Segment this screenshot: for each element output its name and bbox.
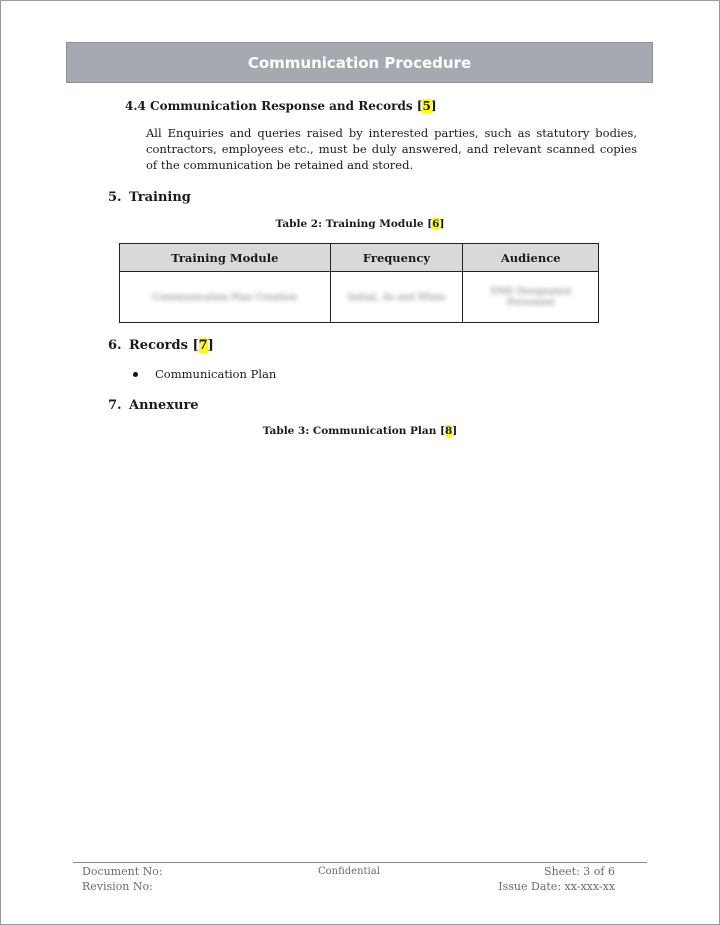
training-table [119, 243, 599, 323]
table-cell: Communication Plan Creation [120, 272, 331, 323]
bullet-icon [133, 372, 138, 377]
page-title: Communication Procedure [247, 53, 472, 72]
reference-marker: 6 [432, 218, 440, 230]
column-header: Audience [463, 244, 599, 272]
footer-revision-no: Revision No: [82, 880, 153, 893]
footer-document-no: Document No: [82, 865, 163, 878]
body-paragraph: All Enquiries and queries raised by interested parties, such as statutory bodies, contractors, employees etc., must be duly answered, and relevant scanned copies of the communication be retained and stored. [146, 126, 637, 172]
list-item: Communication Plan [132, 367, 276, 381]
section-heading-annexure: 7. Annexure [108, 398, 199, 413]
table-caption-training: Table 2: Training Module [6] [275, 218, 445, 230]
header-bar [66, 42, 653, 83]
section-heading-training: 5. Training [108, 190, 191, 205]
table-caption-communication-plan: Table 3: Communication Plan [8] [262, 425, 458, 437]
reference-marker: 5 [422, 99, 431, 113]
column-header: Training Module [120, 244, 331, 272]
footer-issue-date: Issue Date: xx-xxx-xx [498, 880, 615, 893]
reference-marker: 8 [444, 425, 453, 437]
table-header-row [120, 244, 599, 272]
table-cell: EMS Designated Personnel [463, 272, 599, 323]
table-cell: Initial, As and When [330, 272, 463, 323]
footer-divider [73, 862, 647, 863]
section-heading-records: 6. Records [7] [108, 338, 214, 353]
subsection-heading-4-4: 4.4 Communication Response and Records [5] [125, 99, 437, 113]
table-row [120, 272, 599, 323]
footer-confidential: Confidential [318, 866, 380, 877]
reference-marker: 7 [198, 338, 208, 353]
footer-sheet: Sheet: 3 of 6 [544, 865, 615, 878]
column-header: Frequency [330, 244, 463, 272]
